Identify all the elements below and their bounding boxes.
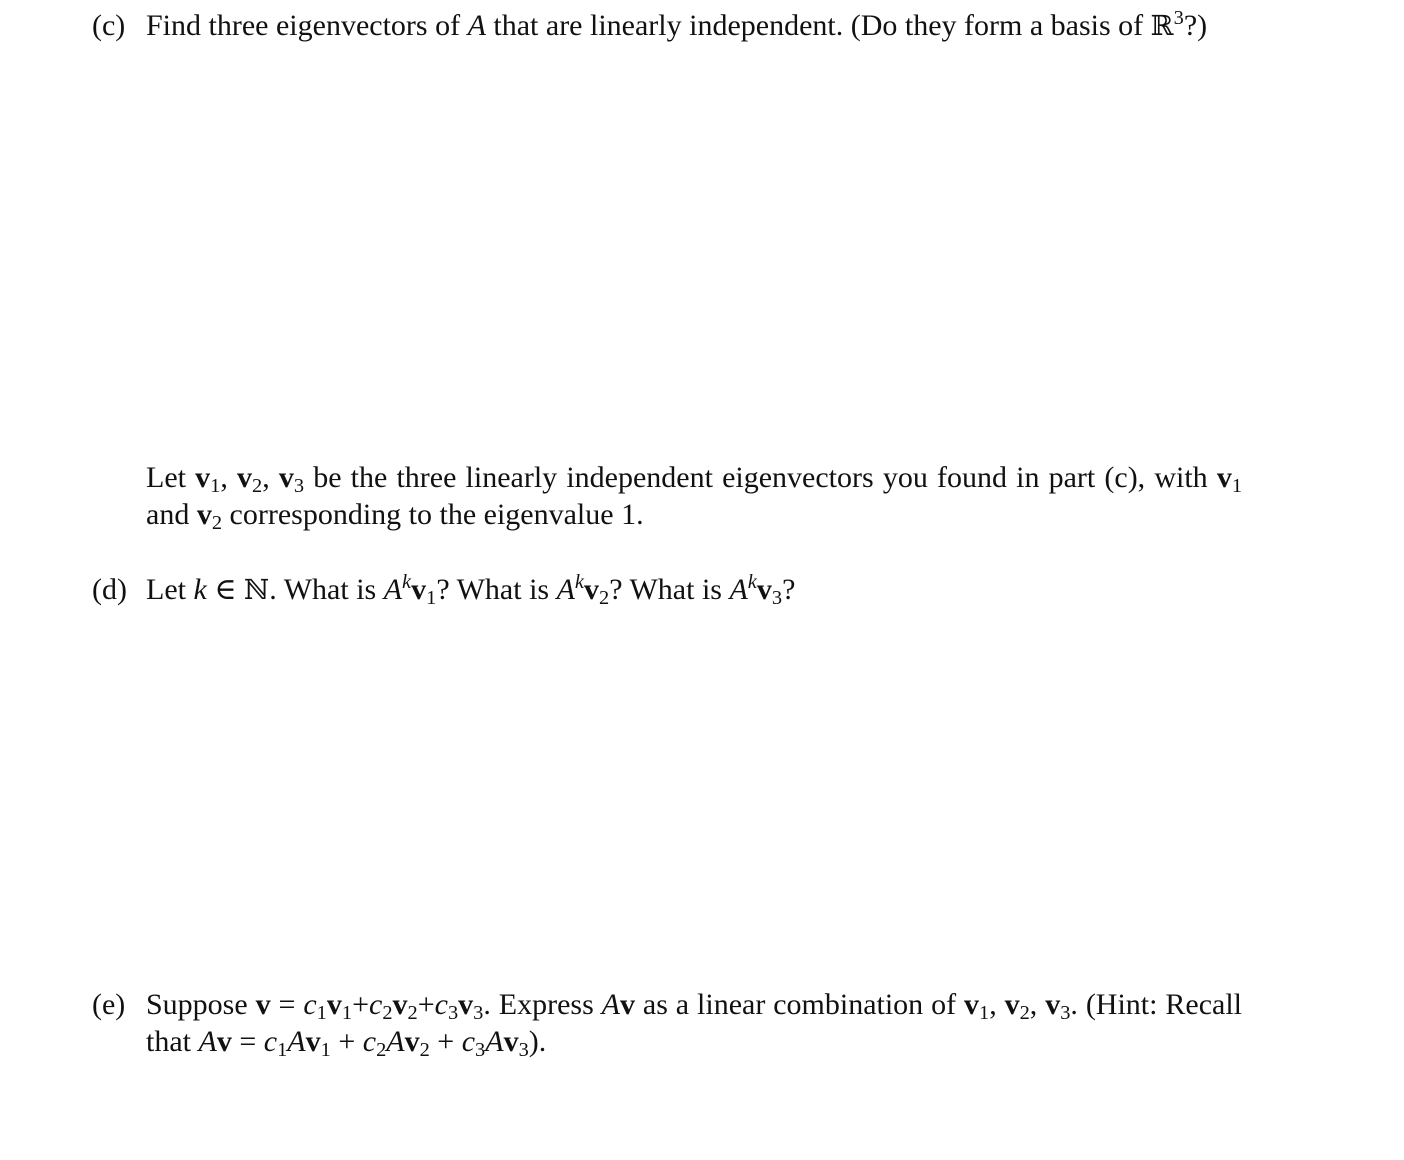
- bridge-paragraph: Let $v_1$, $v_2$, $v_3$ be the three linearly independent eigenvectors you found in part (c), with $v_1$ and $v_2$ corresponding to the eigenvalue 1.: [146, 461, 1243, 535]
- problem-c-label: (c): [92, 9, 126, 42]
- problem-c-text: Find three eigenvectors of A that are linearly independent. (Do they form a basis of ℝ$^3$?): [146, 6, 1208, 42]
- problem-e-label: (e): [92, 988, 126, 1021]
- problem-c: [92, 7, 1242, 44]
- problem-d: [92, 571, 1242, 608]
- problem-d-text: Let k ∈ ℕ. What is $A^kv_1$? What is $A^kv_2$? What is $A^kv_3$?: [146, 570, 796, 610]
- problem-e-text: Suppose $v = c_1v_1+c_2v_2+c_3v_3$. Express Av as a linear combination of $v_1$, $v_2$, $v_3$. (Hint: Recall that $Av = c_1Av_1 + c_2Av_2 + c_3Av_3$).: [146, 988, 1243, 1062]
- problem-e: [92, 986, 1242, 1060]
- problem-d-label: (d): [92, 573, 127, 606]
